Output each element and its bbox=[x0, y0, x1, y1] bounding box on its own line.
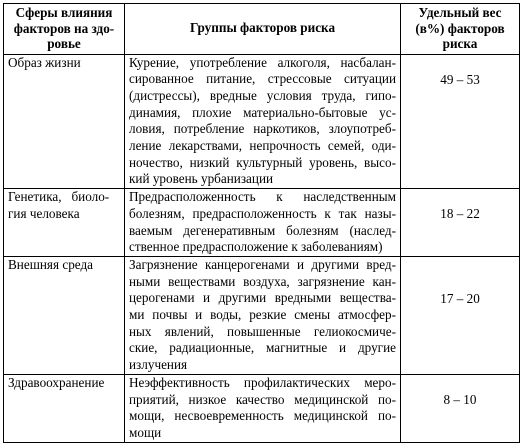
factors-line: излучения bbox=[129, 357, 188, 373]
table-row bbox=[4, 54, 520, 189]
factors-line: ловия, потребление наркотиков, злоупотреб- bbox=[129, 121, 396, 137]
sphere-label: Здравоохранение bbox=[8, 374, 105, 390]
weight-value: 49 – 53 bbox=[440, 71, 480, 87]
weight-cell bbox=[401, 256, 520, 374]
risk-factors-table bbox=[3, 3, 520, 443]
table-row bbox=[4, 256, 520, 374]
factors-line: ственное предрасположение к заболеваниям) bbox=[129, 239, 383, 255]
header-row bbox=[4, 4, 520, 55]
factors-cell bbox=[125, 256, 401, 374]
sphere-cell bbox=[4, 374, 125, 442]
sphere-cell bbox=[4, 189, 125, 257]
table-row bbox=[4, 374, 520, 442]
factors-line: болезням, предрасположенность к так назы- bbox=[129, 205, 396, 221]
factors-cell bbox=[125, 374, 401, 442]
header-factors-label: Группы факторов риска bbox=[189, 19, 336, 35]
sphere-label: Образ жизни bbox=[8, 54, 81, 70]
weight-value: 17 – 20 bbox=[440, 290, 480, 306]
weight-cell bbox=[401, 189, 520, 257]
header-weight-line: Удельный вес bbox=[418, 5, 502, 20]
factors-line: ские, радиационные, магнитные и другие bbox=[129, 340, 396, 356]
header-weight-line: риска bbox=[442, 36, 478, 51]
factors-line: Курение, употребление алкоголя, насбалан- bbox=[129, 54, 396, 70]
weight-cell bbox=[401, 54, 520, 189]
factors-line: ночество, низкий культурный уровень, высо- bbox=[129, 154, 396, 170]
header-sphere-line: факторов на здо- bbox=[13, 20, 115, 36]
factors-line: ми почвы и воды, резкие смены атмосфер- bbox=[129, 307, 396, 323]
factors-line: Загрязнение канцерогенами и другими вред- bbox=[129, 256, 396, 272]
header-weight bbox=[401, 4, 520, 55]
sphere-label: Генетика, биоло- bbox=[8, 189, 110, 205]
factors-line: сированное питание, стрессовые ситуации bbox=[129, 71, 396, 87]
weight-value: 18 – 22 bbox=[440, 206, 480, 222]
factors-line: приятий, низкое качество медицинской по- bbox=[129, 391, 396, 407]
factors-line: ление лекарствами, непрочность семей, оди- bbox=[129, 138, 396, 154]
header-sphere-line: Сферы влияния bbox=[15, 5, 113, 20]
factors-line: ных явлений, повышенные гелиокосмиче- bbox=[129, 323, 396, 339]
factors-line: ваемым дегенеративным болезням (наслед- bbox=[129, 222, 396, 238]
factors-line: кий уровень урбанизации bbox=[129, 171, 274, 187]
factors-line: ными веществами воздуха, загрязнение кан- bbox=[129, 273, 396, 289]
factors-cell bbox=[125, 54, 401, 189]
header-factors bbox=[125, 4, 401, 55]
factors-line: церогенами и другими вредными вещества- bbox=[129, 290, 396, 306]
sphere-label: Внешняя среда bbox=[8, 256, 94, 272]
table-row bbox=[4, 189, 520, 257]
sphere-label: гия человека bbox=[8, 205, 80, 221]
factors-line: динамия, плохие материально-бытовые ус- bbox=[129, 104, 396, 120]
weight-value: 8 – 10 bbox=[443, 391, 477, 407]
factors-line: (дистрессы), вредные условия труда, гипо- bbox=[129, 87, 396, 103]
factors-line: мощи, несвоевременность медицинской по- bbox=[129, 408, 396, 424]
header-weight-line: (в%) факторов bbox=[415, 20, 505, 36]
header-sphere-line: ровье bbox=[47, 36, 81, 51]
factors-cell bbox=[125, 189, 401, 257]
header-sphere bbox=[4, 4, 125, 55]
factors-line: Предрасположенность к наследственным bbox=[129, 189, 396, 205]
factors-line: мощи bbox=[129, 424, 162, 440]
weight-cell bbox=[401, 374, 520, 442]
sphere-cell bbox=[4, 256, 125, 374]
factors-line: Неэффективность профилактических меро- bbox=[129, 374, 396, 390]
sphere-cell bbox=[4, 54, 125, 189]
